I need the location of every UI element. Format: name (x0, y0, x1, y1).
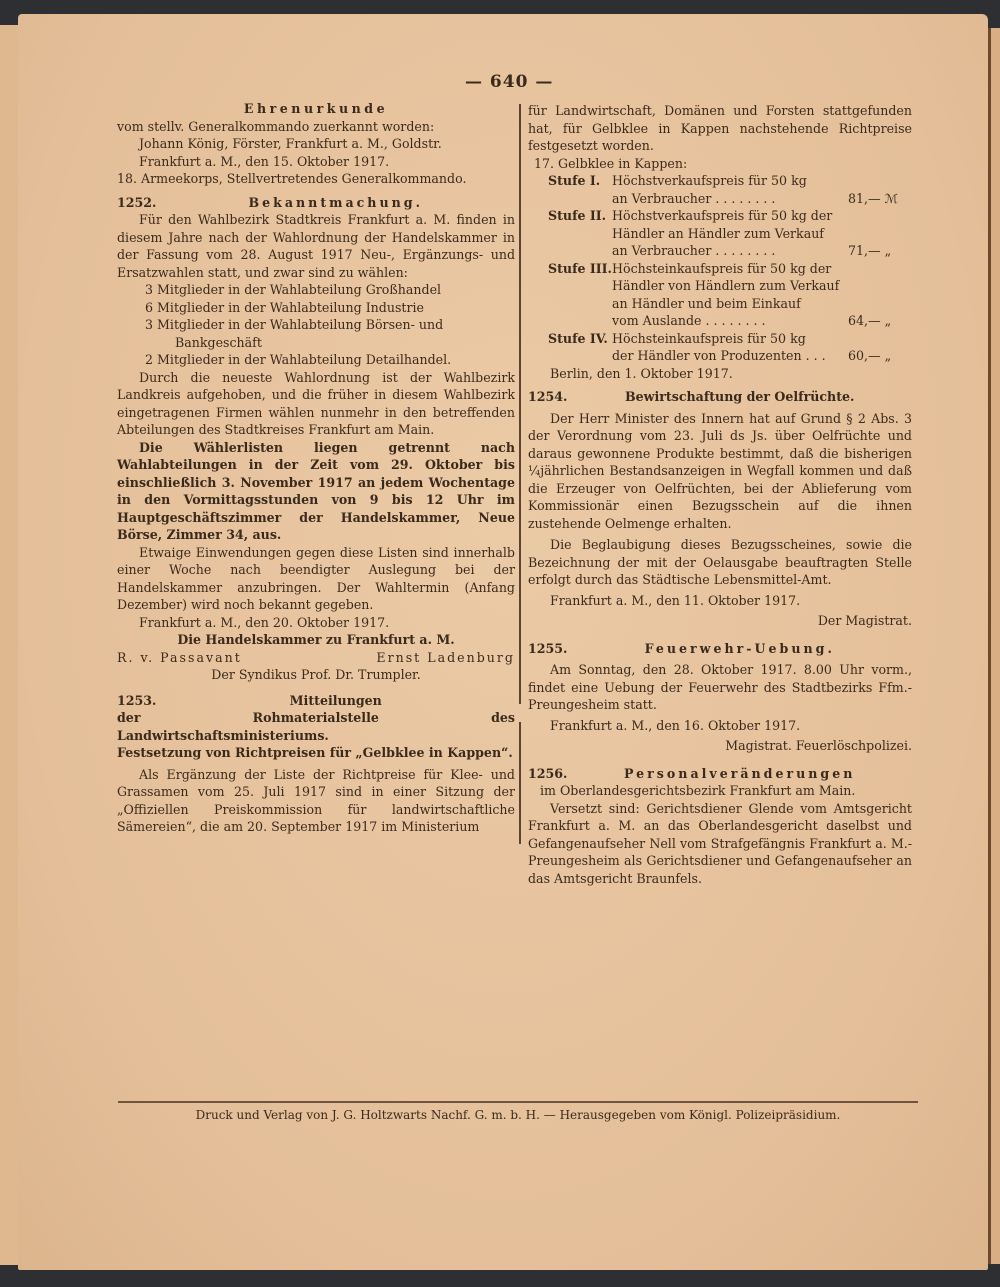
section-heading (117, 194, 515, 212)
price-level: Stufe I. (548, 173, 601, 188)
signature-left: R. v. Passavant (117, 649, 242, 665)
subtitle: Festsetzung von Richtpreisen für „Gelbklee in Kappen“. (117, 745, 513, 760)
paragraph: Durch die neueste Wahlordnung ist der Wahlbezirk Landkreis aufgehoben, und die früher in diesem Wahlbezirk eingetragenen Firmen wählen nunmehr in den betreffenden Abteilungen des Stadtkreises Frankfurt am Main. (117, 369, 515, 437)
paragraph: Versetzt sind: Gerichtsdiener Glende vom Amtsgericht Frankfurt a. M. an das Oberlandesgericht daselbst und Gefangenaufseher Nell vom Strafgefängnis Frankfurt a. M.-Preungesheim als Gerichtsdiener und Gefangenaufseher an das Amtsgericht Braunfels. (528, 800, 912, 886)
column-rule-lower (519, 722, 521, 844)
paragraph: Etwaige Einwendungen gegen diese Listen sind innerhalb einer Woche nach beendigter Auslegung bei der Handelskammer anzubringen. Der Wahltermin (Anfang Dezember) wird noch bekannt gegeben. (117, 544, 515, 612)
price-value: 81,— ℳ (848, 190, 899, 206)
price-value: 64,— „ (848, 313, 892, 328)
price-entry (528, 330, 912, 365)
price-entry (528, 172, 912, 207)
text-line: vom stellv. Generalkommando zuerkannt worden: (117, 118, 435, 134)
price-value: 60,— „ (848, 348, 892, 363)
section-ehrenurkunde (117, 100, 515, 188)
next-page-edge (988, 28, 1000, 1264)
section-number: 1253. (117, 692, 157, 708)
section-title: Bewirtschaftung der Oelfrüchte. (625, 389, 855, 404)
price-description: der Händler von Produzenten . . . (612, 348, 826, 363)
signature: Der Magistrat. (817, 613, 912, 628)
section-heading (528, 765, 912, 783)
section-title: Feuerwehr-Uebung. (644, 640, 835, 656)
section-heading (117, 692, 515, 710)
column-rule-upper (519, 104, 521, 704)
paragraph: Die Wählerlisten liegen getrennt nach Wahlabteilungen in der Zeit vom 29. Oktober bis einschließlich 3. November 1917 an jedem Wochentage in den Vormittagsstunden von 9 bis 12 Uhr im Hauptgeschäftszimmer der Handelskammer, Neue Börse, Zimmer 34, aus. (117, 439, 515, 542)
price-level: Stufe IV. (548, 330, 608, 346)
section-title: Ehrenurkunde (243, 101, 389, 116)
paragraph: Für den Wahlbezirk Stadtkreis Frankfurt a. M. finden in diesem Jahre nach der Wahlordnung der Handelskammer in der Fassung vom 28. August 1917 Neu-, Ergänzungs- und Ersatzwahlen statt, und zwar sind zu wählen: (117, 212, 515, 280)
section-1254 (528, 388, 912, 630)
section-number: 1256. (528, 765, 568, 781)
price-level: Stufe II. (548, 208, 607, 223)
price-value: 71,— „ (848, 243, 892, 258)
price-entry (528, 207, 912, 260)
date-line: Frankfurt a. M., den 11. Oktober 1917. (550, 592, 801, 608)
price-description: Höchstverkaufspreis für 50 kg der Händler an Händler zum Verkauf (612, 208, 833, 241)
member-list (117, 281, 515, 369)
paragraph: für Landwirtschaft, Domänen und Forsten stattgefunden hat, für Gelbklee in Kappen nachstehende Richtpreise festgesetzt worden. (528, 103, 912, 153)
date-line: Frankfurt a. M., den 16. Oktober 1917. (550, 717, 801, 733)
date-line: Berlin, den 1. Oktober 1917. (550, 365, 733, 381)
signature: Magistrat. Feuerlöschpolizei. (725, 738, 912, 753)
list-item: 3 Mitglieder in der Wahlabteilung Börsen- und (145, 317, 444, 332)
syndikus: Der Syndikus Prof. Dr. Trumpler. (211, 667, 421, 682)
paragraph: Am Sonntag, den 28. Oktober 1917. 8.00 Uhr vorm., findet eine Uebung der Feuerwehr des Stadtbezirks Ffm.-Preungesheim statt. (528, 662, 912, 712)
section-1256 (528, 765, 912, 888)
list-item: 3 Mitglieder in der Wahlabteilung Großhandel (145, 282, 442, 297)
subtitle: der Rohmaterialstelle des Landwirtschaftsministeriums. (117, 710, 515, 743)
list-item: Bankgeschäft (175, 334, 262, 350)
section-heading (528, 640, 912, 658)
section-title: Bekanntmachung. (248, 194, 423, 210)
footer-divider (118, 1101, 918, 1103)
price-table (528, 172, 912, 365)
left-column (117, 100, 515, 836)
signature-right: Ernst Ladenburg (376, 649, 515, 665)
section-title: Mitteilungen (289, 692, 382, 708)
section-number: 1252. (117, 194, 157, 210)
section-1253-continued (528, 102, 912, 382)
section-title: Personalveränderungen (624, 765, 856, 781)
signatures (117, 649, 515, 667)
price-description: vom Auslande . . . . . . . . (612, 313, 766, 328)
date-line: Frankfurt a. M., den 15. Oktober 1917. (139, 153, 390, 169)
price-description: Höchsteinkaufspreis für 50 kg der Händler von Händlern zum Verkauf an Händler und beim Einkauf (612, 260, 840, 311)
price-entry (528, 260, 912, 330)
paragraph: Als Ergänzung der Liste der Richtpreise für Klee- und Grassamen vom 25. Juli 1917 sind in einer Sitzung der „Offiziellen Preiskommission für landwirtschaftliche Sämereien“, die am 20. September 1917 im Ministerium (117, 766, 515, 834)
paragraph: Der Herr Minister des Innern hat auf Grund § 2 Abs. 3 der Verordnung vom 23. Juli ds Js. über Oelfrüchte und daraus gewonnene Produkte bestimmt, daß die bisherigen ¼jährlichen Bestandsanzeigen in Wegfall kommen und daß die Erzeuger von Oelfrüchten, bei der Ablieferung vom Kommissionär einen Bezugsschein auf die ihnen zustehende Oelmenge erhalten. (528, 410, 912, 531)
price-description: Höchsteinkaufspreis für 50 kg (612, 330, 806, 346)
section-number: 1255. (528, 640, 568, 656)
organization: Die Handelskammer zu Frankfurt a. M. (177, 632, 455, 647)
price-description: an Verbraucher . . . . . . . . (612, 243, 776, 258)
signature: 18. Armeekorps, Stellvertretendes Generalkommando. (117, 171, 467, 186)
date-line: Frankfurt a. M., den 20. Oktober 1917. (139, 614, 390, 630)
section-1252 (117, 194, 515, 684)
section-1255 (528, 640, 912, 755)
list-item: 2 Mitglieder in der Wahlabteilung Detailhandel. (145, 352, 452, 367)
price-description: an Verbraucher . . . . . . . . (612, 190, 776, 206)
footer-imprint: Druck und Verlag von J. G. Holtzwarts Nachf. G. m. b. H. — Herausgegeben vom Königl. Polizeipräsidium. (195, 1108, 841, 1122)
paragraph: Die Beglaubigung dieses Bezugsscheines, sowie die Bezeichnung der mit der Oelausgabe beauftragten Stelle erfolgt durch das Städtische Lebensmittel-Amt. (528, 537, 912, 587)
right-column (528, 102, 912, 887)
price-level: Stufe III. (548, 260, 612, 276)
section-number: 1254. (528, 389, 568, 404)
section-1253 (117, 692, 515, 836)
item-heading: 17. Gelbklee in Kappen: (534, 155, 688, 171)
page-number: — 640 — (465, 72, 554, 92)
subtitle: im Oberlandesgerichtsbezirk Frankfurt am Main. (540, 783, 856, 798)
section-heading (528, 388, 912, 406)
price-description: Höchstverkaufspreis für 50 kg (612, 173, 807, 188)
list-item: 6 Mitglieder in der Wahlabteilung Industrie (145, 299, 424, 315)
text-line: Johann König, Förster, Frankfurt a. M., Goldstr. (139, 136, 442, 151)
